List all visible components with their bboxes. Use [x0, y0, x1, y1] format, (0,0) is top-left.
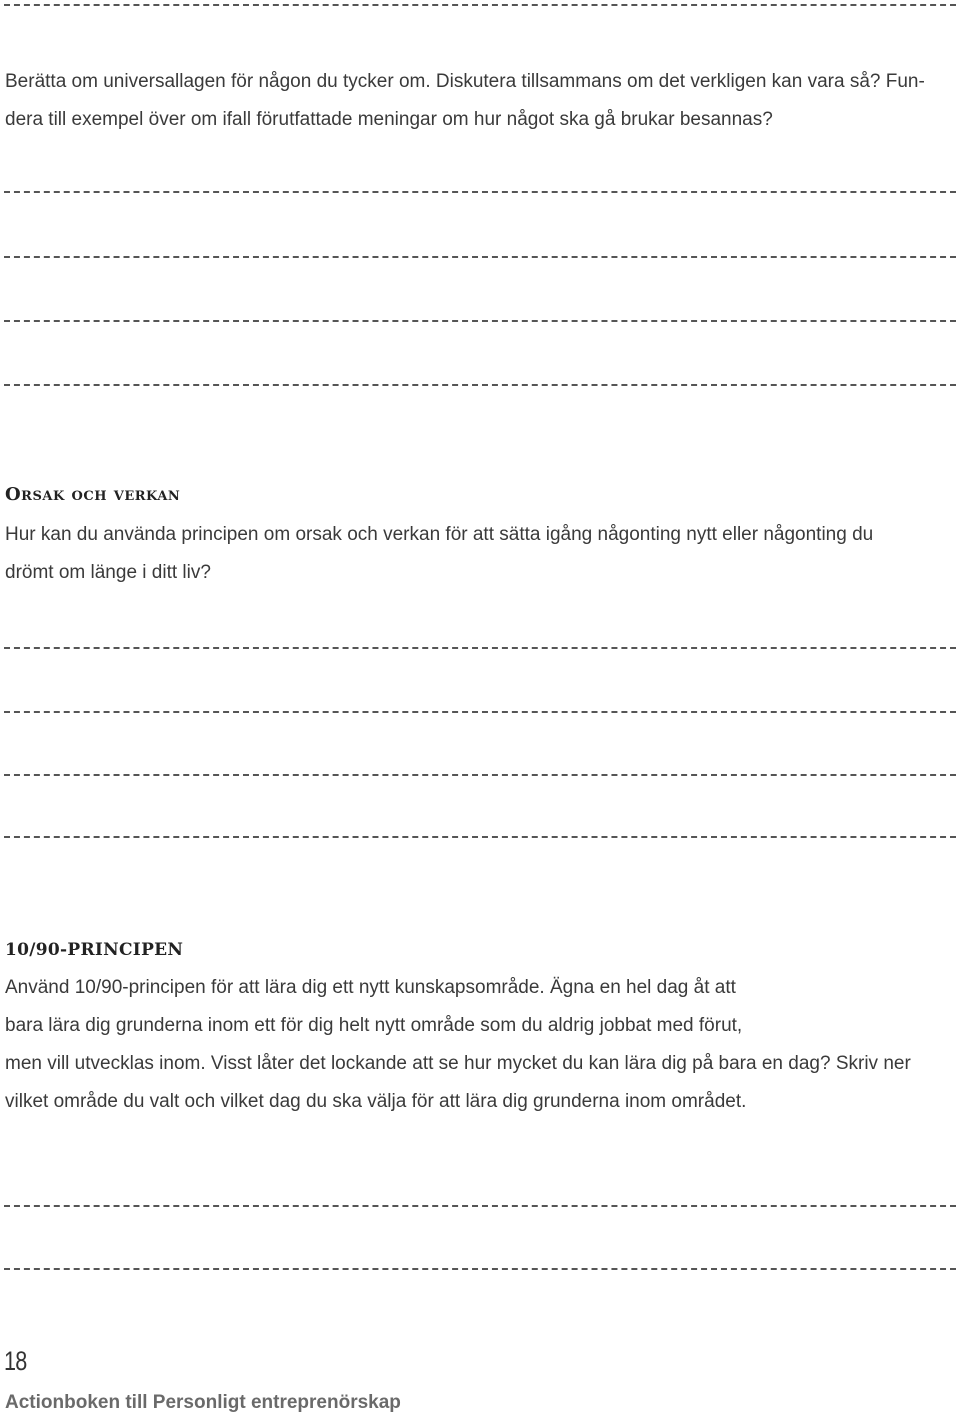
page-number: 18 [4, 1346, 27, 1376]
1090-line-3: men vill utvecklas inom. Visst låter det lockande att se hur mycket du kan lära dig på bara en dag? Skriv ner [5, 1053, 911, 1074]
answer-line[interactable] [4, 774, 956, 776]
1090-paragraph [5, 969, 955, 1121]
answer-line[interactable] [4, 647, 956, 649]
top-divider-line [4, 4, 956, 6]
intro-paragraph [5, 63, 955, 139]
answer-line[interactable] [4, 711, 956, 713]
1090-line-2: bara lära dig grunderna inom ett för dig helt nytt område som du aldrig jobbat med förut, [5, 1015, 743, 1036]
answer-line[interactable] [4, 320, 956, 322]
book-title-footer: Actionboken till Personligt entreprenörskap [5, 1392, 401, 1413]
1090-line-1: Använd 10/90-principen för att lära dig ett nytt kunskapsområde. Ägna en hel dag åt att [5, 977, 736, 998]
answer-line[interactable] [4, 836, 956, 838]
1090-line-4: vilket område du valt och vilket dag du ska välja för att lära dig grunderna inom området. [5, 1091, 747, 1112]
intro-line-2: dera till exempel över om ifall förutfattade meningar om hur något ska gå brukar besannas? [5, 109, 773, 130]
answer-line[interactable] [4, 191, 956, 193]
orsak-line-1: Hur kan du använda principen om orsak och verkan för att sätta igång någonting nytt eller någonting du [5, 524, 874, 545]
orsak-och-verkan-heading: Orsak och verkan [5, 484, 181, 505]
answer-line[interactable] [4, 1205, 956, 1207]
orsak-line-2: drömt om länge i ditt liv? [5, 562, 211, 583]
answer-line[interactable] [4, 1268, 956, 1270]
answer-line[interactable] [4, 256, 956, 258]
answer-line[interactable] [4, 384, 956, 386]
intro-line-1: Berätta om universallagen för någon du tycker om. Diskutera tillsammans om det verkligen kan vara så? Fun- [5, 71, 925, 92]
10-90-principen-heading: 10/90-PRINCIPEN [5, 940, 184, 960]
orsak-paragraph [5, 516, 955, 592]
